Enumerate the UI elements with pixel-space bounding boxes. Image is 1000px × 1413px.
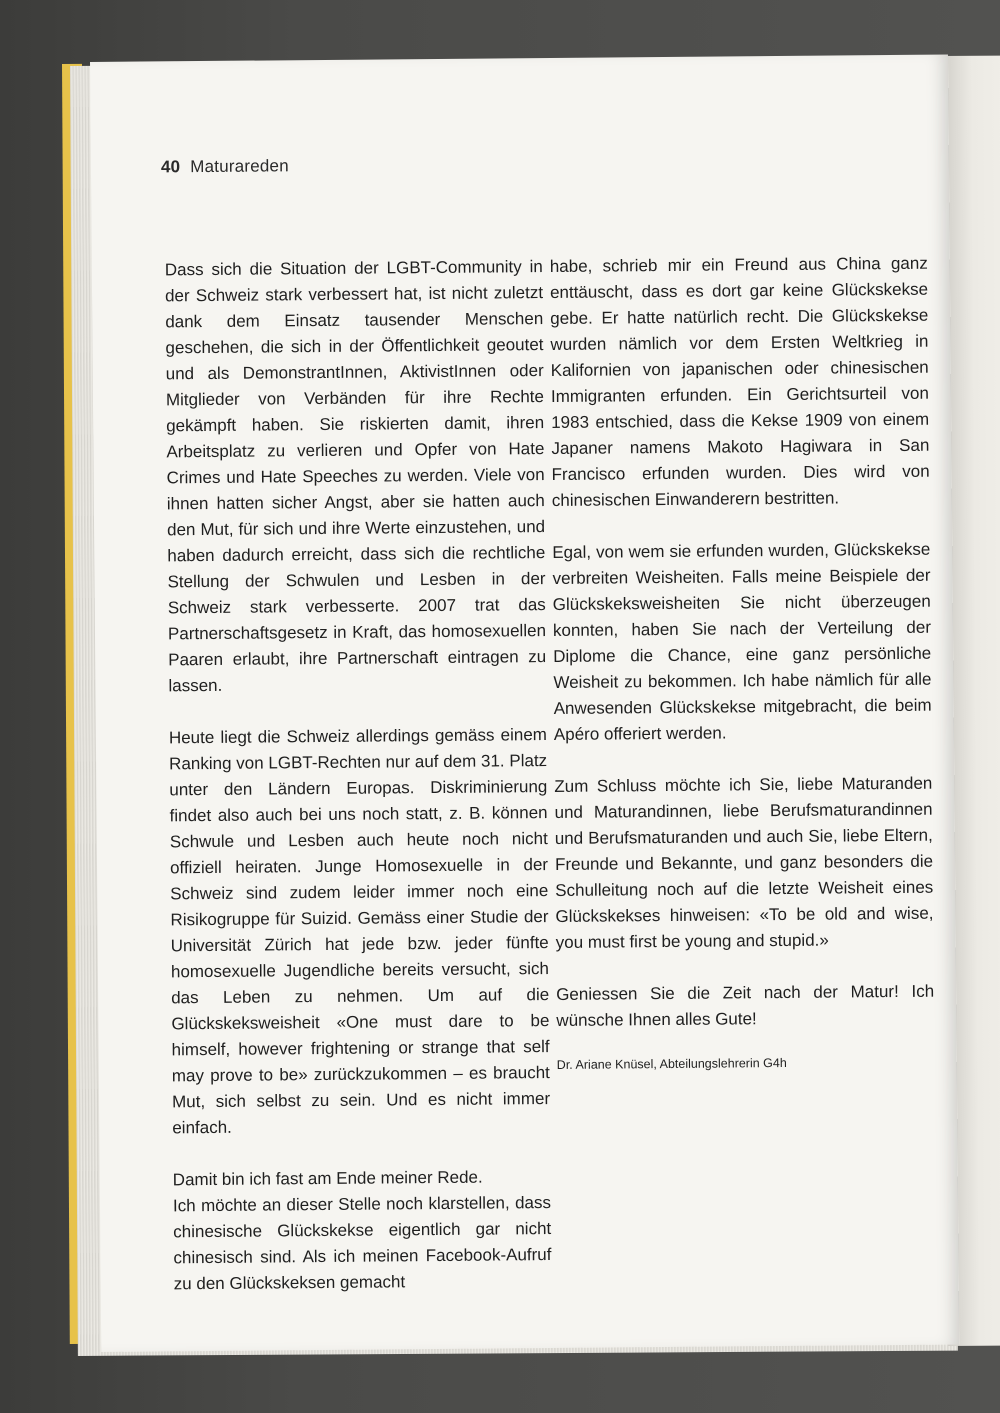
paragraph-friend-china: habe, schrieb mir ein Freund aus China ganz enttäuscht, dass es dort gar keine Glückskekse gebe. Er hatte natürlich recht. Die Glückskekse wurden nämlich vor dem Ersten Weltkrieg in Kalifornien von japanischen oder chinesischen Immigranten erfunden. Ein Gerichtsurteil von 1983 entschied, dass die Kekse 1909 von einem Japaner namens Makoto Hagiwara in San Francisco erfunden wurden. Dies wird von chinesischen Einwanderern bestritten.	[549, 253, 930, 510]
paragraph-closing: Zum Schluss möchte ich Sie, liebe Maturanden und Maturandinnen, liebe Berufsmaturandinnen und Berufsmaturanden und auch Sie, liebe Eltern, Freunde und Bekannte, und ganz besonders die Schulleitung noch auf die letzte Weisheit eines Glückskekses hinweisen: «To be old and wise, you must first be young and stupid.»	[554, 773, 934, 952]
paragraph-farewell: Geniessen Sie die Zeit nach der Matur! Ich wünsche Ihnen alles Gute!	[556, 981, 935, 1030]
author-signature: Dr. Ariane Knüsel, Abteilungslehrerin G4h	[556, 1055, 787, 1072]
right-column	[550, 251, 935, 1100]
paragraph-ranking: Heute liegt die Schweiz allerdings gemäss einem Ranking von LGBT-Rechten nur auf dem 31. Platz unter den Ländern Europas. Diskriminierung findet also auch bei uns noch statt, z. B. können Schwule und Lesben auch heute noch nicht offiziell heiraten. Junge Homosexuelle in der Schweiz sind zudem leider immer noch eine Risikogruppe für Suizid. Gemäss einer Studie der Universität Zürich hat jede bzw. jeder fünfte homosexuelle Jugendliche bereits versucht, sich das Leben zu nehmen. Um auf die Glückskeksweisheit «One must dare to be himself, however frightening or strange that self may prove to be» zurückzukommen – es braucht Mut, sich selbst zu sein. Und es nicht immer einfach.	[168, 725, 551, 1138]
section-title: Maturareden	[190, 156, 289, 177]
left-column	[165, 254, 552, 1323]
paragraph-wisdoms: Egal, von wem sie erfunden wurden, Glückskekse verbreiten Weisheiten. Falls meine Beispiele der Glückskeksweisheiten Sie nicht überzeugen konnten, haben Sie nach der Verteilung der Diplome die Chance, eine ganz persönliche Weisheit zu bekommen. Ich habe nämlich für alle Anwesenden Glückskekse mitgebracht, die beim Apéro offeriert werden.	[552, 539, 932, 744]
book-page	[90, 55, 959, 1352]
page-number: 40	[160, 157, 181, 177]
paragraph-fortune-cookies-origin: Ich möchte an dieser Stelle noch klarstellen, dass chinesische Glückskekse eigentlich gar nicht chinesisch sind. Als ich meinen Facebook-Aufruf zu den Glückskeksen gemacht	[172, 1193, 552, 1294]
paragraph-lgbt-community: Dass sich die Situation der LGBT-Community in der Schweiz stark verbessert hat, ist nicht zuletzt dank dem Einsatz tausender Menschen geschehen, die sich in der Öffentlichkeit geoutet und als DemonstrantInnen, AktivistInnen oder Mitglieder von Verbänden für ihre Rechte gekämpft haben. Sie riskierten damit, ihren Arbeitsplatz zu verlieren und Opfer von Hate Crimes und Hate Speeches zu werden. Viele von ihnen hatten sicher Angst, aber sie hatten auch den Mut, für sich und ihre Werte einzustehen, und haben dadurch erreicht, dass sich die rechtliche Stellung der Schwulen und Lesben in der Schweiz stark verbesserte. 2007 trat das Partnerschaftsgesetz in Kraft, das homosexuellen Paaren erlaubt, ihre Partnerschaft eintragen zu lassen.	[164, 257, 547, 696]
paragraph-end-of-speech: Damit bin ich fast am Ende meiner Rede.	[172, 1167, 483, 1190]
running-header	[161, 156, 289, 177]
